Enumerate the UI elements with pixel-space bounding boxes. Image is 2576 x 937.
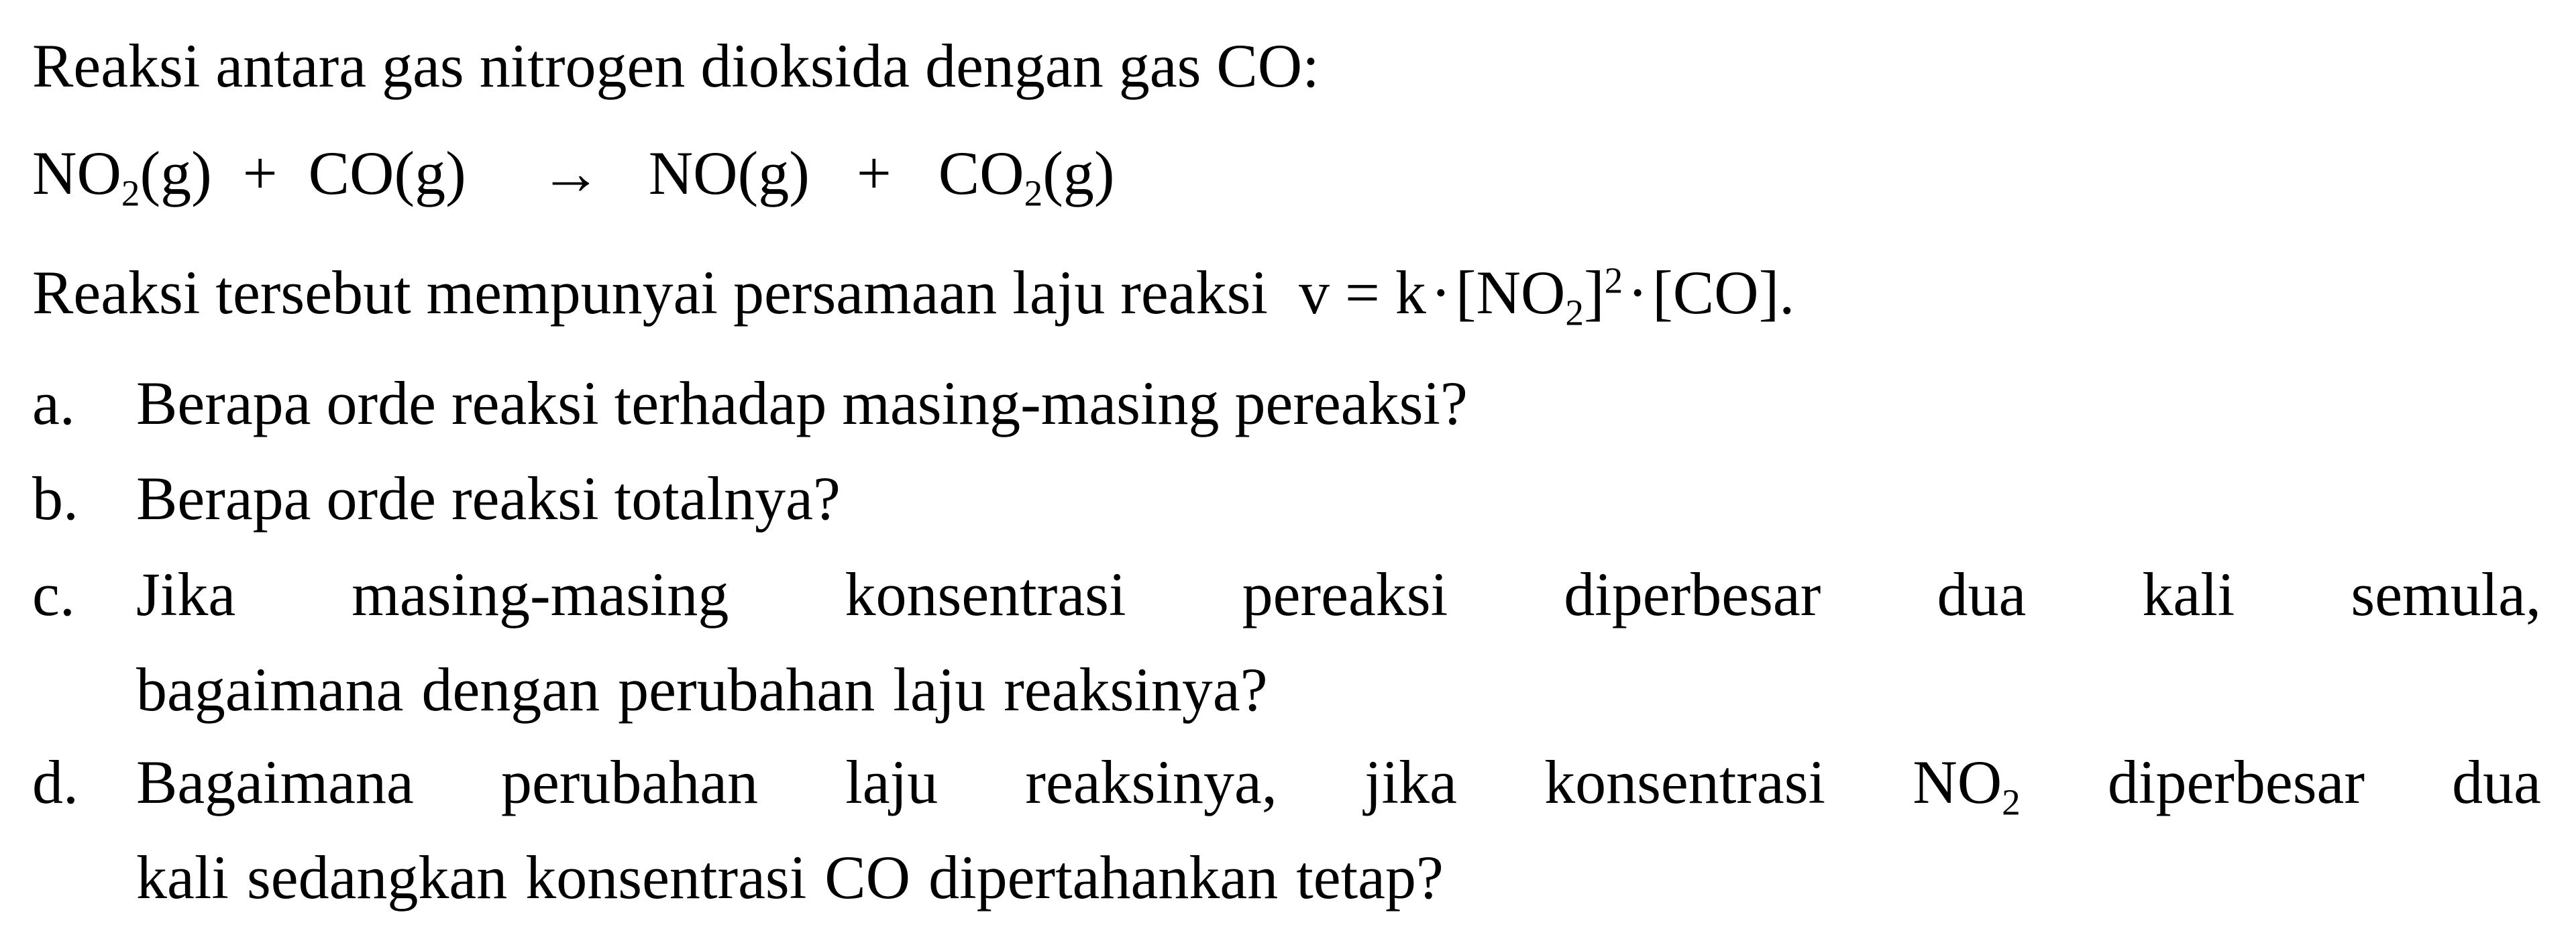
- rate-law-statement: [32, 258, 1795, 333]
- question-c: [32, 547, 2541, 737]
- question-a: [32, 355, 2541, 451]
- intro-text: Reaksi antara gas nitrogen dioksida dengan gas CO:: [32, 32, 1320, 100]
- reaction-arrow: →: [539, 139, 602, 207]
- reactant-co: CO(g): [308, 139, 466, 207]
- question-line: kali sedangkan konsentrasi CO dipertahankan tetap?: [136, 843, 1444, 912]
- product-no: NO(g): [648, 139, 810, 207]
- question-d: [32, 734, 2541, 925]
- question-marker: b.: [32, 464, 78, 533]
- reaction-equation: [32, 139, 1115, 214]
- question-line: Bagaimana perubahan laju reaksinya, jika konsentrasi $NO_2$ diperbesar dua: [136, 748, 2542, 823]
- question-line: bagaimana dengan perubahan laju reaksinya?: [136, 655, 1268, 724]
- question-marker: a.: [32, 369, 75, 437]
- reactant-no2: $NO_2(g)$: [32, 139, 212, 214]
- question-text: [136, 734, 2541, 925]
- plus-sign: +: [242, 139, 278, 207]
- question-marker: d.: [32, 748, 78, 816]
- question-text: Berapa orde reaksi terhadap masing-masing pereaksi?: [136, 369, 1468, 437]
- rate-law-expression: $v = k\cdot[NO_2]^2\cdot[CO]$.: [1298, 258, 1795, 333]
- question-marker: c.: [32, 560, 75, 628]
- question-text: Berapa orde reaksi totalnya?: [136, 464, 841, 533]
- question-text: [136, 547, 2541, 737]
- plus-sign: +: [856, 139, 892, 207]
- rate-law-prefix: Reaksi tersebut mempunyai persamaan laju reaksi: [32, 258, 1268, 327]
- problem-document: [32, 0, 2541, 937]
- question-line: Jika masing-masing konsentrasi pereaksi diperbesar dua kali semula,: [136, 560, 2541, 628]
- product-co2: $CO_2(g)$: [938, 139, 1115, 214]
- question-b: [32, 451, 2541, 546]
